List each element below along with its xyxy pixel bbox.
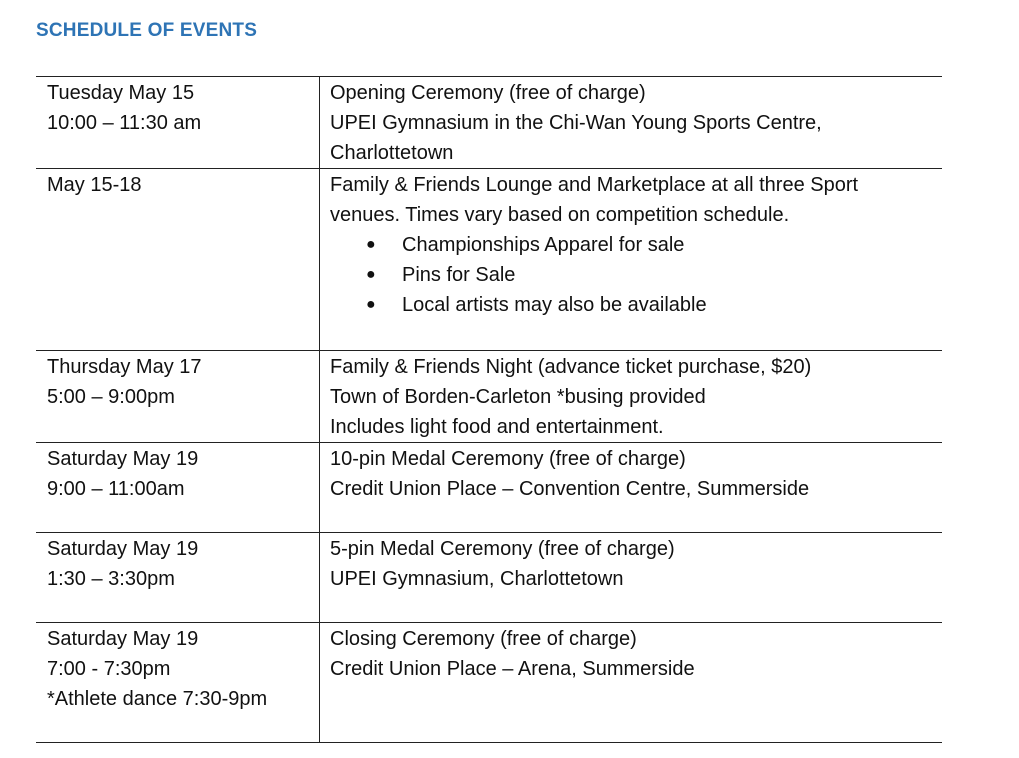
event-name: 5-pin Medal Ceremony (free of charge)	[330, 538, 675, 560]
event-time-cell	[36, 533, 320, 623]
list-item-text: Championships Apparel for sale	[402, 234, 685, 256]
event-location: Town of Borden-Carleton *busing provided	[330, 386, 706, 408]
table-row	[36, 169, 942, 351]
event-date: Thursday May 17	[47, 356, 202, 378]
bullet-icon: ●	[366, 296, 376, 313]
table-row	[36, 623, 942, 743]
event-location: UPEI Gymnasium in the Chi-Wan Young Sports Centre,	[330, 112, 822, 134]
list-item-text: Local artists may also be available	[402, 294, 707, 316]
event-time-cell	[36, 351, 320, 443]
event-time: 1:30 – 3:30pm	[47, 568, 175, 590]
event-location: UPEI Gymnasium, Charlottetown	[330, 568, 624, 590]
event-date: Saturday May 19	[47, 628, 199, 650]
event-time-cell	[36, 77, 320, 169]
event-name: Family & Friends Night (advance ticket purchase, $20)	[330, 356, 812, 378]
event-details-cell	[320, 169, 943, 351]
event-time: 9:00 – 11:00am	[47, 478, 185, 500]
event-time: 5:00 – 9:00pm	[47, 386, 175, 408]
event-details-cell	[320, 443, 943, 533]
list-item	[366, 230, 932, 260]
bullet-icon: ●	[366, 236, 376, 253]
table-row	[36, 77, 942, 169]
event-location: Credit Union Place – Arena, Summerside	[330, 658, 695, 680]
table-row	[36, 533, 942, 623]
list-item	[366, 290, 932, 320]
table-row	[36, 443, 942, 533]
event-date: Tuesday May 15	[47, 82, 195, 104]
event-time: 10:00 – 11:30 am	[47, 112, 202, 134]
bullet-icon: ●	[366, 266, 376, 283]
table-row	[36, 351, 942, 443]
event-location: Credit Union Place – Convention Centre, Summerside	[330, 478, 810, 500]
event-name: Family & Friends Lounge and Marketplace at all three Sport	[330, 174, 859, 196]
event-time: 7:00 - 7:30pm	[47, 658, 171, 680]
event-time-cell	[36, 169, 320, 351]
marketplace-list	[330, 230, 932, 320]
event-note: *Athlete dance 7:30-9pm	[47, 688, 268, 710]
event-details-cell	[320, 77, 943, 169]
page-title: SCHEDULE OF EVENTS	[36, 20, 258, 41]
event-name: Opening Ceremony (free of charge)	[330, 82, 646, 104]
event-time-cell	[36, 443, 320, 533]
event-note: Includes light food and entertainment.	[330, 416, 664, 438]
event-date: Saturday May 19	[47, 448, 199, 470]
list-item-text: Pins for Sale	[402, 264, 516, 286]
event-location-city: Charlottetown	[330, 142, 454, 164]
event-date: Saturday May 19	[47, 538, 199, 560]
event-details-cell	[320, 533, 943, 623]
event-description: venues. Times vary based on competition schedule.	[330, 204, 790, 226]
event-date: May 15-18	[47, 174, 142, 196]
event-time-cell	[36, 623, 320, 743]
schedule-table	[36, 76, 942, 743]
event-details-cell	[320, 351, 943, 443]
event-details-cell	[320, 623, 943, 743]
event-name: Closing Ceremony (free of charge)	[330, 628, 637, 650]
event-name: 10-pin Medal Ceremony (free of charge)	[330, 448, 686, 470]
list-item	[366, 260, 932, 290]
